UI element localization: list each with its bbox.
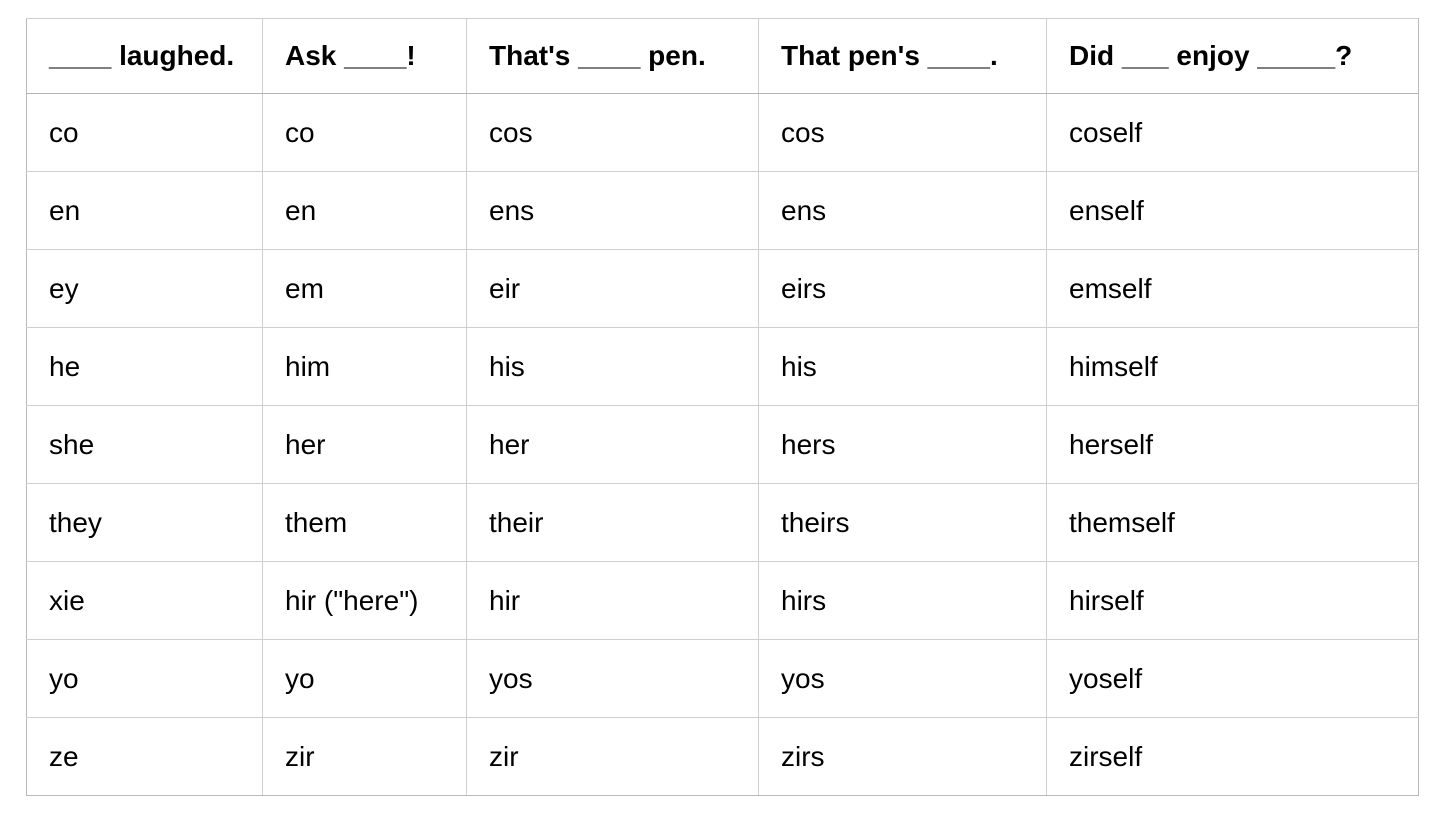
table-cell: zir — [263, 718, 467, 796]
table-cell: theirs — [759, 484, 1047, 562]
table-cell: yos — [467, 640, 759, 718]
table-cell: yo — [263, 640, 467, 718]
table-cell: she — [27, 406, 263, 484]
column-header-subject: ____ laughed. — [27, 19, 263, 94]
table-cell: ens — [759, 172, 1047, 250]
table-cell: herself — [1047, 406, 1419, 484]
table-cell: them — [263, 484, 467, 562]
table-cell: hir ("here") — [263, 562, 467, 640]
table-cell: co — [27, 94, 263, 172]
table-body — [27, 94, 1419, 796]
table-cell: zirs — [759, 718, 1047, 796]
table-cell: her — [467, 406, 759, 484]
table-cell: ze — [27, 718, 263, 796]
table-cell: xie — [27, 562, 263, 640]
table-cell: their — [467, 484, 759, 562]
table-cell: her — [263, 406, 467, 484]
table-cell: they — [27, 484, 263, 562]
table-row — [27, 562, 1419, 640]
table-cell: yo — [27, 640, 263, 718]
table-cell: his — [467, 328, 759, 406]
column-header-possessive-determiner: That's ____ pen. — [467, 19, 759, 94]
table-row — [27, 250, 1419, 328]
table-cell: cos — [759, 94, 1047, 172]
table-cell: he — [27, 328, 263, 406]
table-row — [27, 406, 1419, 484]
table-row — [27, 172, 1419, 250]
table-cell: hirself — [1047, 562, 1419, 640]
table-cell: eir — [467, 250, 759, 328]
table-cell: hers — [759, 406, 1047, 484]
table-cell: coself — [1047, 94, 1419, 172]
table-cell: zirself — [1047, 718, 1419, 796]
column-header-reflexive: Did ___ enjoy _____? — [1047, 19, 1419, 94]
table-cell: cos — [467, 94, 759, 172]
table-cell: en — [263, 172, 467, 250]
table-cell: eirs — [759, 250, 1047, 328]
table-row — [27, 640, 1419, 718]
table-cell: en — [27, 172, 263, 250]
table-cell: zir — [467, 718, 759, 796]
table-cell: his — [759, 328, 1047, 406]
table-cell: themself — [1047, 484, 1419, 562]
table-cell: yoself — [1047, 640, 1419, 718]
column-header-possessive-pronoun: That pen's ____. — [759, 19, 1047, 94]
table-cell: yos — [759, 640, 1047, 718]
table-row — [27, 94, 1419, 172]
table-cell: him — [263, 328, 467, 406]
table-cell: co — [263, 94, 467, 172]
table-header-row — [27, 19, 1419, 94]
table-row — [27, 484, 1419, 562]
table-cell: em — [263, 250, 467, 328]
table-cell: emself — [1047, 250, 1419, 328]
table-cell: hir — [467, 562, 759, 640]
table-cell: ens — [467, 172, 759, 250]
pronoun-declension-table — [26, 18, 1419, 796]
table-cell: ey — [27, 250, 263, 328]
table-cell: enself — [1047, 172, 1419, 250]
table-cell: hirs — [759, 562, 1047, 640]
table-row — [27, 328, 1419, 406]
column-header-object: Ask ____! — [263, 19, 467, 94]
table-row — [27, 718, 1419, 796]
table-cell: himself — [1047, 328, 1419, 406]
table-header — [27, 19, 1419, 94]
